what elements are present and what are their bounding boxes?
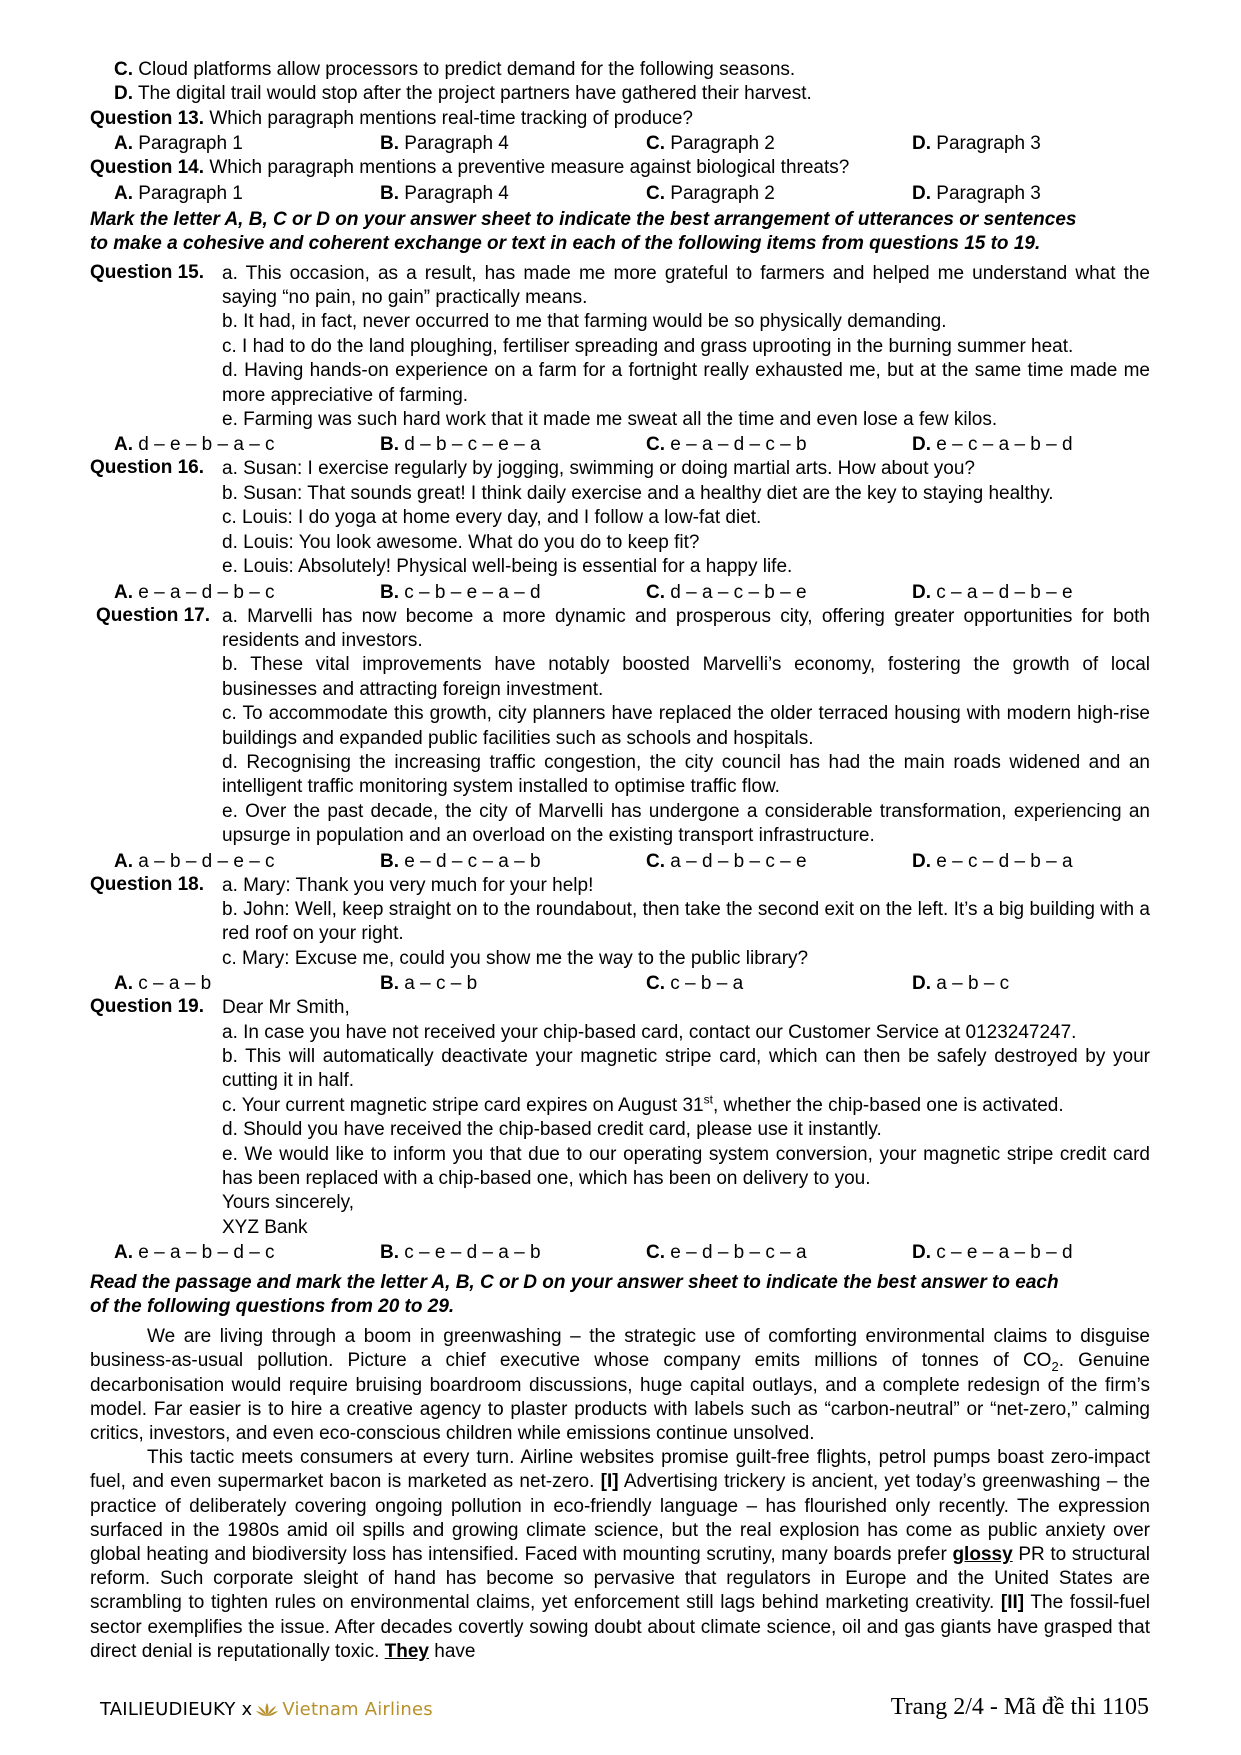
passage-paragraph-2: This tactic meets consumers at every turn. Airline websites promise guilt-free flights, petrol pumps boast zero-impact fuel, and even supermarket bacon is marketed as net-zero. [I] Advertising trickery is ancient, yet today’s greenwashing – the practice of deliberately covering ongoing pollution in eco-friendly language – has flourished only recently. The expression surfaced in the 1980s amid oil spills and growing climate science, but the real explosion has come as public anxiety over global heating and biodiversity loss has intensified. Faced with mounting scrutiny, many boards prefer glossy PR to structural reform. Such corporate sleight of hand has become so pervasive that regulators in Europe and the United States are scrambling to tighten rules on environmental claims, yet enforcement still lags behind marketing creativity. [II] The fossil-fuel sector exemplifies the issue. After decades covertly sowing doubt about climate science, oil and gas giants have grasped that direct denial is reputationally toxic. They have — [90, 1447, 1151, 1662]
q19-closing: Yours sincerely, — [222, 1192, 355, 1214]
q16-option-c[interactable]: C. d – a – c – b – e — [646, 581, 807, 603]
q18-item-b: b. John: Well, keep straight on to the roundabout, then take the second exit on the left. It’s a big building with a red roof on your right. — [222, 898, 1150, 945]
instruction-reading: Read the passage and mark the letter A, B, C or D on your answer sheet to indicate the best answer to each of the following questions from 20 to 29. — [90, 1272, 1059, 1318]
q16-option-d[interactable]: D. c – a – d – b – e — [912, 581, 1073, 603]
keyword-they: They — [384, 1640, 430, 1662]
q19-item-c: c. Your current magnetic stripe card expires on August 31st, whether the chip-based one is activated. — [222, 1092, 1064, 1116]
q14-option-c[interactable]: C. Paragraph 2 — [646, 182, 775, 204]
q19-option-d[interactable]: D. c – e – a – b – d — [912, 1242, 1073, 1264]
q17-item-e: e. Over the past decade, the city of Marvelli has undergone a considerable transformation, experiencing an upsurge in population and an overload on the existing transport infrastructure. — [222, 800, 1150, 847]
q16-option-b[interactable]: B. c – b – e – a – d — [380, 581, 541, 603]
q15-option-a[interactable]: A. d – e – b – a – c — [114, 434, 275, 456]
q17-item-d: d. Recognising the increasing traffic congestion, the city council has had the main roads widened and an intelligent traffic monitoring system installed to optimise traffic flow. — [222, 751, 1150, 798]
page-number: Trang 2/4 - Mã đề thi 1105 — [890, 1694, 1149, 1720]
q14-option-d[interactable]: D. Paragraph 3 — [912, 182, 1041, 204]
q13-option-a[interactable]: A. Paragraph 1 — [114, 133, 243, 155]
passage-paragraph-1: We are living through a boom in greenwashing – the strategic use of comforting environmental claims to disguise business-as-usual pollution. Picture a chief executive whose company emits millions of tonnes of $CO_2$. Genuine decarbonisation would require bruising boardroom discussions, huge capital outlays, and a complete redesign of the firm’s model. Far easier is to hire a creative agency to plaster products with labels such as “carbon-neutral” or “net-zero,” calming critics, investors, and even eco-conscious children while emissions continue unsolved. — [90, 1326, 1150, 1445]
q12-option-c: C. Cloud platforms allow processors to predict demand for the following seasons. — [114, 59, 796, 80]
q18-item-c: c. Mary: Excuse me, could you show me the way to the public library? — [222, 947, 809, 969]
q16-item-e: e. Louis: Absolutely! Physical well-being is essential for a happy life. — [222, 556, 793, 578]
q16-item-c: c. Louis: I do yoga at home every day, and I follow a low-fat diet. — [222, 507, 762, 529]
instruction-arrangement: Mark the letter A, B, C or D on your answer sheet to indicate the best arrangement of utterances or sentences to make a cohesive and coherent exchange or text in each of the following items from questions 15 to 19. — [90, 208, 1077, 254]
q18-options — [90, 971, 1150, 996]
q15-option-b[interactable]: B. d – b – c – e – a — [380, 434, 541, 456]
q13-option-d[interactable]: D. Paragraph 3 — [912, 133, 1041, 155]
q15-option-c[interactable]: C. e – a – d – c – b — [646, 434, 807, 456]
q14-option-b[interactable]: B. Paragraph 4 — [380, 182, 509, 204]
q17-option-c[interactable]: C. a – d – b – c – e — [646, 850, 807, 872]
q15-item-c: c. I had to do the land ploughing, fertiliser spreading and grass uprooting in the burning summer heat. — [222, 335, 1074, 357]
q17-item-c: c. To accommodate this growth, city planners have replaced the older terraced housing with modern high-rise buildings and expanded public facilities such as schools and hospitals. — [222, 703, 1150, 749]
question-14: Question 14. Which paragraph mentions a preventive measure against biological threats? — [90, 157, 850, 179]
q15-item-d: d. Having hands-on experience on a farm for a fortnight really exhausted me, but at the same time made me more appreciative of farming. — [222, 360, 1150, 406]
q17-option-d[interactable]: D. e – c – d – b – a — [912, 850, 1073, 872]
q19-item-e: e. We would like to inform you that due to our operating system conversion, your magnetic stripe credit card has been replaced with a chip-based one, which has been on delivery to you. — [222, 1143, 1150, 1190]
question-16: Question 16. a. Susan: I exercise regularly by jogging, swimming or doing martial arts. How about you? — [90, 457, 975, 480]
q18-option-d[interactable]: D. a – b – c — [912, 973, 1010, 995]
q17-options — [90, 849, 1150, 874]
q19-item-b: b. This will automatically deactivate your magnetic stripe card, which can then be safely destroyed by your cutting it in half. — [222, 1046, 1150, 1092]
question-15: Question 15. a. This occasion, as a result, has made me more grateful to farmers and helped me understand what the saying “no pain, no gain” practically means. — [90, 261, 1150, 309]
q14-option-a[interactable]: A. Paragraph 1 — [114, 182, 243, 204]
question-18: Question 18. a. Mary: Thank you very much for your help! — [90, 873, 594, 896]
insert-marker-2: [II] — [1000, 1592, 1025, 1614]
insert-marker-1: [I] — [600, 1471, 619, 1493]
q19-option-b[interactable]: B. c – e – d – a – b — [380, 1242, 541, 1264]
q14-options — [90, 181, 1150, 206]
q15-option-d[interactable]: D. e – c – a – b – d — [912, 434, 1073, 456]
q18-option-b[interactable]: B. a – c – b — [380, 973, 478, 995]
keyword-glossy: glossy — [952, 1544, 1013, 1566]
lotus-logo-icon — [256, 1702, 278, 1723]
q16-options — [90, 580, 1150, 605]
q16-option-a[interactable]: A. e – a – d – b – c — [114, 581, 275, 603]
q19-options — [90, 1240, 1150, 1265]
question-13: Question 13. Which paragraph mentions real-time tracking of produce? — [90, 107, 693, 129]
q13-option-c[interactable]: C. Paragraph 2 — [646, 133, 775, 155]
q17-option-b[interactable]: B. e – d – c – a – b — [380, 850, 541, 872]
q17-item-b: b. These vital improvements have notably boosted Marvelli’s economy, fostering the growth of local businesses and attracting foreign investment. — [222, 654, 1150, 700]
q19-signature: XYZ Bank — [222, 1216, 308, 1238]
q15-options — [90, 432, 1150, 457]
question-17: Question 17. a. Marvelli has now become a more dynamic and prosperous city, offering greater opportunities for both residents and investors. — [96, 604, 1150, 651]
q16-item-b: b. Susan: That sounds great! I think daily exercise and a healthy diet are the key to staying healthy. — [222, 482, 1054, 504]
footer-brand: TAILIEUDIEUKY x Vietnam Airlines — [100, 1699, 433, 1723]
question-19: Question 19. Dear Mr Smith, — [90, 996, 350, 1019]
exam-page — [90, 58, 1150, 1664]
q17-option-a[interactable]: A. a – b – d – e – c — [114, 850, 275, 872]
q18-option-c[interactable]: C. c – b – a — [646, 973, 744, 995]
q13-option-b[interactable]: B. Paragraph 4 — [380, 133, 509, 155]
q16-item-d: d. Louis: You look awesome. What do you do to keep fit? — [222, 531, 700, 553]
q15-item-e: e. Farming was such hard work that it made me sweat all the time and even lose a few kilos. — [222, 409, 998, 431]
q13-options — [90, 131, 1150, 156]
q19-item-d: d. Should you have received the chip-based credit card, please use it instantly. — [222, 1119, 882, 1141]
airline-name: Vietnam Airlines — [282, 1699, 433, 1720]
q19-option-c[interactable]: C. e – d – b – c – a — [646, 1242, 807, 1264]
q19-item-a: a. In case you have not received your chip-based card, contact our Customer Service at 0123247247. — [222, 1021, 1077, 1043]
q15-item-b: b. It had, in fact, never occurred to me that farming would be so physically demanding. — [222, 311, 947, 333]
q19-option-a[interactable]: A. e – a – b – d – c — [114, 1242, 275, 1264]
q12-option-d: D. The digital trail would stop after the project partners have gathered their harvest. — [114, 83, 812, 105]
q18-option-a[interactable]: A. c – a – b — [114, 973, 212, 995]
